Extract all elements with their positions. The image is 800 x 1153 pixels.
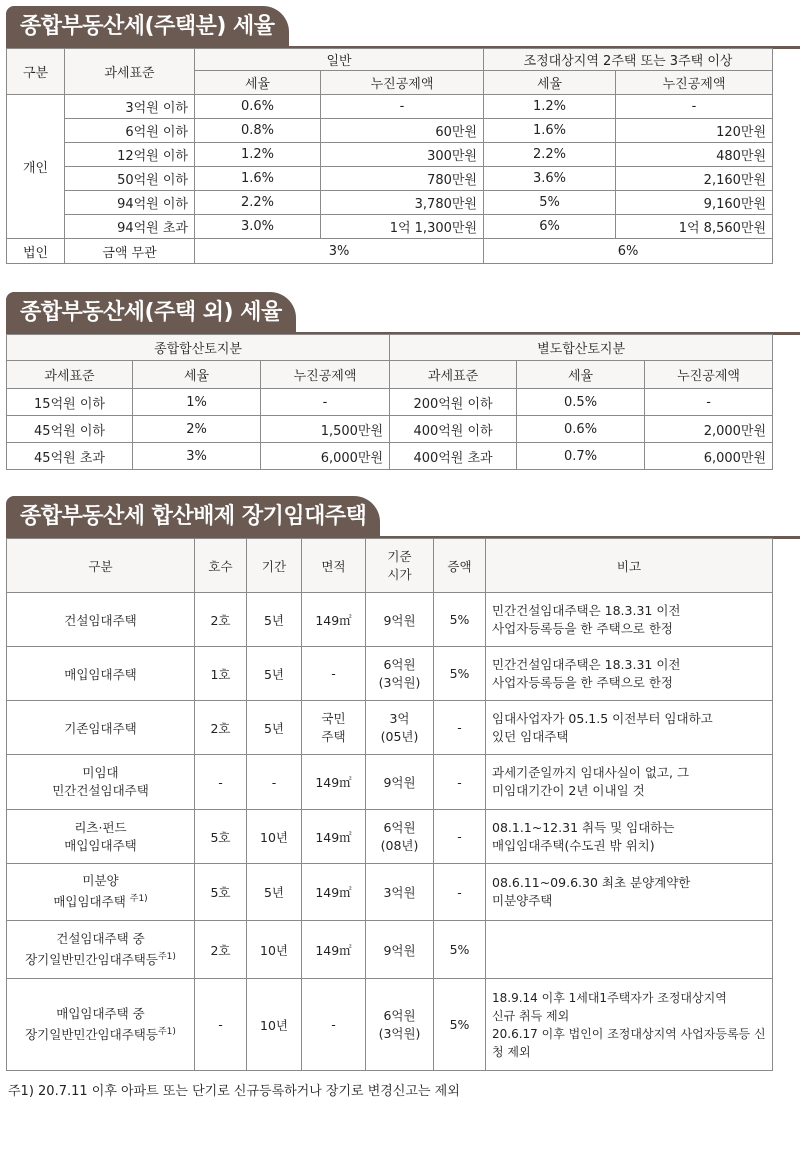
- section2-title: 종합부동산세(주택 외) 세율: [6, 292, 296, 334]
- s1-deduct-general: 300만원: [321, 143, 484, 167]
- s2-deduct-right: 6,000만원: [645, 443, 773, 470]
- s3-gubun-line1: 미분양: [82, 873, 119, 889]
- s2-rate-right: 0.6%: [517, 416, 645, 443]
- table-row: [7, 191, 773, 215]
- s3-header-price: [366, 539, 434, 593]
- s3-note-line: 사업자등록등을 한 주택으로 한정: [492, 674, 673, 690]
- s3-price-line1: 6억원: [383, 819, 416, 835]
- s3-note-line: 08.1.1~12.31 취득 및 임대하는: [492, 819, 675, 835]
- table-row: [7, 593, 773, 647]
- s1-header-rate-1: 세율: [195, 71, 321, 95]
- s1-base: 6억원 이하: [65, 119, 195, 143]
- s2-rate-right: 0.5%: [517, 389, 645, 416]
- s3-gubun: 건설임대주택: [7, 593, 195, 647]
- s3-price: 9억원: [366, 755, 434, 810]
- section2-table: [6, 334, 773, 470]
- s3-note-line: 미분양주택: [492, 893, 553, 908]
- s3-ho: -: [195, 979, 247, 1071]
- s1-corp-base: 금액 무관: [65, 239, 195, 264]
- s1-deduct-adjust: 9,160만원: [616, 191, 773, 215]
- s3-inc: -: [434, 755, 486, 810]
- s2-header-rate-1: 세율: [133, 361, 261, 389]
- s3-gubun-line1: 리츠·펀드: [74, 819, 127, 835]
- s3-price: 9억원: [366, 593, 434, 647]
- s3-gubun-line1: 건설임대주택 중: [56, 930, 145, 946]
- s3-footnote-ref: 주1): [157, 951, 176, 962]
- s1-header-adjust: 조정대상지역 2주택 또는 3주택 이상: [484, 49, 773, 71]
- s3-ho: 2호: [195, 593, 247, 647]
- s3-gubun: [7, 979, 195, 1071]
- s3-note-line: 매입임대주택(수도권 밖 위치): [492, 837, 655, 853]
- s2-deduct-left: 6,000만원: [261, 443, 390, 470]
- s2-base-right: 400억원 이하: [390, 416, 517, 443]
- s3-price: [366, 979, 434, 1071]
- s3-note: [486, 810, 773, 864]
- s3-note-line: 미임대기간이 2년 이내일 것: [492, 783, 645, 798]
- s1-base: 50억원 이하: [65, 167, 195, 191]
- s3-note-line: 민간건설임대주택은 18.3.31 이전: [492, 602, 681, 618]
- s3-gubun: 매입임대주택: [7, 647, 195, 701]
- s3-price-line2: (3억원): [378, 674, 421, 690]
- s3-note: [486, 979, 773, 1071]
- s1-rate-general: 1.6%: [195, 167, 321, 191]
- s3-gubun-line1: 매입임대주택 중: [56, 1005, 145, 1021]
- s2-header-deduct-1: 누진공제액: [261, 361, 390, 389]
- s3-period: 10년: [247, 810, 302, 864]
- s1-personal-label: 개인: [7, 95, 65, 239]
- s1-rate-adjust: 5%: [484, 191, 616, 215]
- s1-deduct-general: 780만원: [321, 167, 484, 191]
- s1-deduct-adjust: 2,160만원: [616, 167, 773, 191]
- table-row: [7, 239, 773, 264]
- s1-corp-label: 법인: [7, 239, 65, 264]
- s3-area: 149㎡: [302, 593, 366, 647]
- s3-inc: 5%: [434, 921, 486, 979]
- s3-header-inc: 증액: [434, 539, 486, 593]
- s3-period: 5년: [247, 864, 302, 921]
- s3-gubun: 기존임대주택: [7, 701, 195, 755]
- s1-deduct-general: 3,780만원: [321, 191, 484, 215]
- s1-rate-adjust: 2.2%: [484, 143, 616, 167]
- s3-period: 10년: [247, 979, 302, 1071]
- table-row: [7, 755, 773, 810]
- s1-header-deduct-1: 누진공제액: [321, 71, 484, 95]
- s3-price-line1: 3억: [389, 710, 410, 726]
- s3-header-period: 기간: [247, 539, 302, 593]
- table-row: [7, 416, 773, 443]
- s3-footnote-ref: 주1): [129, 894, 148, 905]
- s3-gubun: [7, 864, 195, 921]
- s2-base-right: 200억원 이하: [390, 389, 517, 416]
- s1-header-general: 일반: [195, 49, 484, 71]
- s3-period: -: [247, 755, 302, 810]
- s1-base: 94억원 이하: [65, 191, 195, 215]
- s1-rate-general: 1.2%: [195, 143, 321, 167]
- s3-ho: 1호: [195, 647, 247, 701]
- s2-deduct-left: -: [261, 389, 390, 416]
- s2-header-left: 종합합산토지분: [7, 335, 390, 361]
- s3-ho: 2호: [195, 701, 247, 755]
- s3-inc: -: [434, 701, 486, 755]
- s3-ho: 5호: [195, 810, 247, 864]
- s3-header-note: 비고: [486, 539, 773, 593]
- s3-gubun: [7, 810, 195, 864]
- s3-note-line: 민간건설임대주택은 18.3.31 이전: [492, 656, 681, 672]
- s3-note: [486, 701, 773, 755]
- s1-header-rate-2: 세율: [484, 71, 616, 95]
- s3-gubun-line2: 매입임대주택: [53, 894, 126, 910]
- s3-inc: -: [434, 810, 486, 864]
- table-row: [7, 443, 773, 470]
- s3-header-gubun: 구분: [7, 539, 195, 593]
- footnote: 주1) 20.7.11 이후 아파트 또는 단기로 신규등록하거나 장기로 변경신고는 제외: [8, 1084, 460, 1099]
- s3-gubun-line2: 장기일반민간임대주택등: [25, 1027, 158, 1043]
- s2-deduct-right: -: [645, 389, 773, 416]
- s2-base-left: 15억원 이하: [7, 389, 133, 416]
- section3-title: 종합부동산세 합산배제 장기임대주택: [6, 496, 380, 538]
- table-row: [7, 389, 773, 416]
- s2-deduct-right: 2,000만원: [645, 416, 773, 443]
- s3-area: 149㎡: [302, 921, 366, 979]
- s3-note-line: 20.6.17 이후 법인이 조정대상지역 사업자등록등 신청 제외: [492, 1026, 766, 1059]
- s3-price-line2: (3억원): [378, 1025, 421, 1041]
- s3-gubun-line2: 매입임대주택: [64, 837, 137, 853]
- s3-inc: 5%: [434, 647, 486, 701]
- s3-period: 5년: [247, 701, 302, 755]
- s1-header-base: 과세표준: [65, 49, 195, 95]
- s1-deduct-general: 1억 1,300만원: [321, 215, 484, 239]
- s3-area: [302, 701, 366, 755]
- s3-gubun-line2: 장기일반민간임대주택등: [25, 952, 158, 968]
- s3-area: -: [302, 979, 366, 1071]
- section1-title: 종합부동산세(주택분) 세율: [6, 6, 289, 48]
- s2-base-left: 45억원 이하: [7, 416, 133, 443]
- s1-rate-adjust: 1.6%: [484, 119, 616, 143]
- s3-price: 9억원: [366, 921, 434, 979]
- s1-corp-general: 3%: [195, 239, 484, 264]
- s3-note-line: 임대사업자가 05.1.5 이전부터 임대하고: [492, 710, 713, 726]
- s3-note-line: 사업자등록등을 한 주택으로 한정: [492, 620, 673, 636]
- table-row: [7, 979, 773, 1071]
- s1-rate-adjust: 1.2%: [484, 95, 616, 119]
- s1-deduct-general: 60만원: [321, 119, 484, 143]
- s3-note: [486, 864, 773, 921]
- s3-ho: -: [195, 755, 247, 810]
- s1-rate-adjust: 6%: [484, 215, 616, 239]
- s3-period: 10년: [247, 921, 302, 979]
- s3-area: -: [302, 647, 366, 701]
- s3-gubun-line2: 민간건설임대주택: [52, 783, 149, 798]
- s3-price: [366, 810, 434, 864]
- s3-period: 5년: [247, 593, 302, 647]
- section3-table: [6, 538, 773, 1071]
- s3-note: [486, 921, 773, 979]
- s3-price-line1: 6억원: [383, 1007, 416, 1023]
- s3-footnote-ref: 주1): [157, 1026, 176, 1037]
- s3-gubun: [7, 921, 195, 979]
- s3-note: [486, 593, 773, 647]
- s1-deduct-adjust: -: [616, 95, 773, 119]
- s1-deduct-adjust: 480만원: [616, 143, 773, 167]
- s2-base-left: 45억원 초과: [7, 443, 133, 470]
- s2-header-rate-2: 세율: [517, 361, 645, 389]
- s3-note-line: 있던 임대주택: [492, 728, 569, 744]
- s3-price: [366, 647, 434, 701]
- s3-header-ho: 호수: [195, 539, 247, 593]
- s1-base: 3억원 이하: [65, 95, 195, 119]
- s1-deduct-general: -: [321, 95, 484, 119]
- s3-gubun-line1: 미임대: [82, 765, 119, 780]
- s3-inc: 5%: [434, 593, 486, 647]
- s3-inc: 5%: [434, 979, 486, 1071]
- s3-area: 149㎡: [302, 810, 366, 864]
- table-row: [7, 215, 773, 239]
- s3-note: [486, 755, 773, 810]
- s3-area-line1: 국민: [321, 710, 346, 726]
- s1-rate-general: 0.8%: [195, 119, 321, 143]
- s1-header-gubun: 구분: [7, 49, 65, 95]
- s2-rate-right: 0.7%: [517, 443, 645, 470]
- s1-rate-general: 3.0%: [195, 215, 321, 239]
- table-row: [7, 647, 773, 701]
- s3-header-price-line1: 기준: [387, 548, 412, 564]
- s1-header-deduct-2: 누진공제액: [616, 71, 773, 95]
- s2-rate-left: 3%: [133, 443, 261, 470]
- s3-area-line2: 주택: [321, 728, 346, 744]
- s3-note-line: 과세기준일까지 임대사실이 없고, 그: [492, 765, 690, 780]
- s1-rate-general: 0.6%: [195, 95, 321, 119]
- table-row: [7, 810, 773, 864]
- table-row: [7, 864, 773, 921]
- s2-deduct-left: 1,500만원: [261, 416, 390, 443]
- s1-rate-general: 2.2%: [195, 191, 321, 215]
- s2-rate-left: 2%: [133, 416, 261, 443]
- s3-header-price-line2: 시가: [387, 566, 412, 582]
- table-row: [7, 701, 773, 755]
- s3-gubun: [7, 755, 195, 810]
- s1-corp-adjust: 6%: [484, 239, 773, 264]
- s2-header-deduct-2: 누진공제액: [645, 361, 773, 389]
- s2-header-base-1: 과세표준: [7, 361, 133, 389]
- s3-price-line2: (08년): [380, 837, 419, 853]
- s1-deduct-adjust: 120만원: [616, 119, 773, 143]
- s2-header-right: 별도합산토지분: [390, 335, 773, 361]
- s1-rate-adjust: 3.6%: [484, 167, 616, 191]
- s3-note-line: 18.9.14 이후 1세대1주택자가 조정대상지역: [492, 990, 727, 1005]
- section1-table: [6, 48, 773, 264]
- table-row: [7, 921, 773, 979]
- s3-inc: -: [434, 864, 486, 921]
- s2-base-right: 400억원 초과: [390, 443, 517, 470]
- s1-base: 12억원 이하: [65, 143, 195, 167]
- s3-ho: 5호: [195, 864, 247, 921]
- s3-header-area: 면적: [302, 539, 366, 593]
- table-row: [7, 143, 773, 167]
- table-row: [7, 167, 773, 191]
- s3-period: 5년: [247, 647, 302, 701]
- s3-note-line: 08.6.11~09.6.30 최초 분양계약한: [492, 875, 691, 890]
- s1-base: 94억원 초과: [65, 215, 195, 239]
- s3-area: 149㎡: [302, 755, 366, 810]
- s3-note-line: 신규 취득 제외: [492, 1008, 570, 1023]
- table-row: [7, 119, 773, 143]
- s2-header-base-2: 과세표준: [390, 361, 517, 389]
- s3-price-line2: (05년): [380, 728, 419, 744]
- s1-deduct-adjust: 1억 8,560만원: [616, 215, 773, 239]
- s3-ho: 2호: [195, 921, 247, 979]
- s3-area: 149㎡: [302, 864, 366, 921]
- table-row: [7, 95, 773, 119]
- s3-note: [486, 647, 773, 701]
- s3-price: [366, 701, 434, 755]
- s2-rate-left: 1%: [133, 389, 261, 416]
- s3-price: 3억원: [366, 864, 434, 921]
- s3-price-line1: 6억원: [383, 656, 416, 672]
